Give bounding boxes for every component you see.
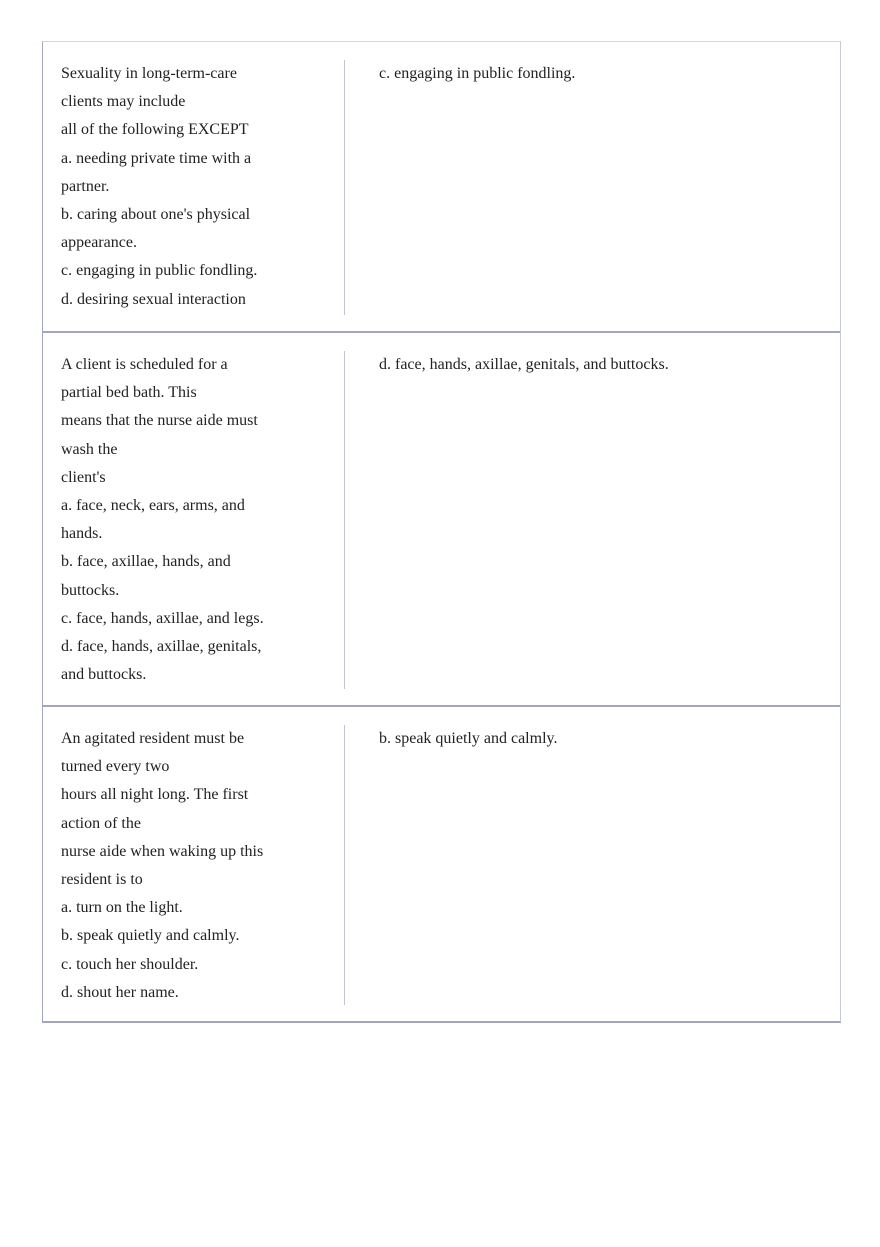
card-answer: b. speak quietly and calmly. [379,730,558,747]
card-question: An agitated resident must be turned every two hours all night long. The first action of the nurse aide when waking up this resident is to a. turn on the light. b. speak quietly and calmly. c. touch her shoulder. d. shout her name. [43,725,345,1005]
flashcard-list [42,41,841,1023]
card-question: A client is scheduled for a partial bed bath. This means that the nurse aide must wash the client's a. face, neck, ears, arms, and hands. b. face, axillae, hands, and buttocks. c. face, hands, axillae, and legs. d. face, hands, axillae, genitals, and buttocks. [43,351,345,689]
card-answer: d. face, hands, axillae, genitals, and buttocks. [379,356,669,373]
card-question: Sexuality in long-term-care clients may include all of the following EXCEPT a. needing private time with a partner. b. caring about one's physical appearance. c. engaging in public fondling. d. desiring sexual interaction [43,60,345,315]
card-answer: c. engaging in public fondling. [379,65,576,82]
flashcard [43,331,840,705]
flashcard [43,705,840,1021]
flashcard [43,42,840,331]
